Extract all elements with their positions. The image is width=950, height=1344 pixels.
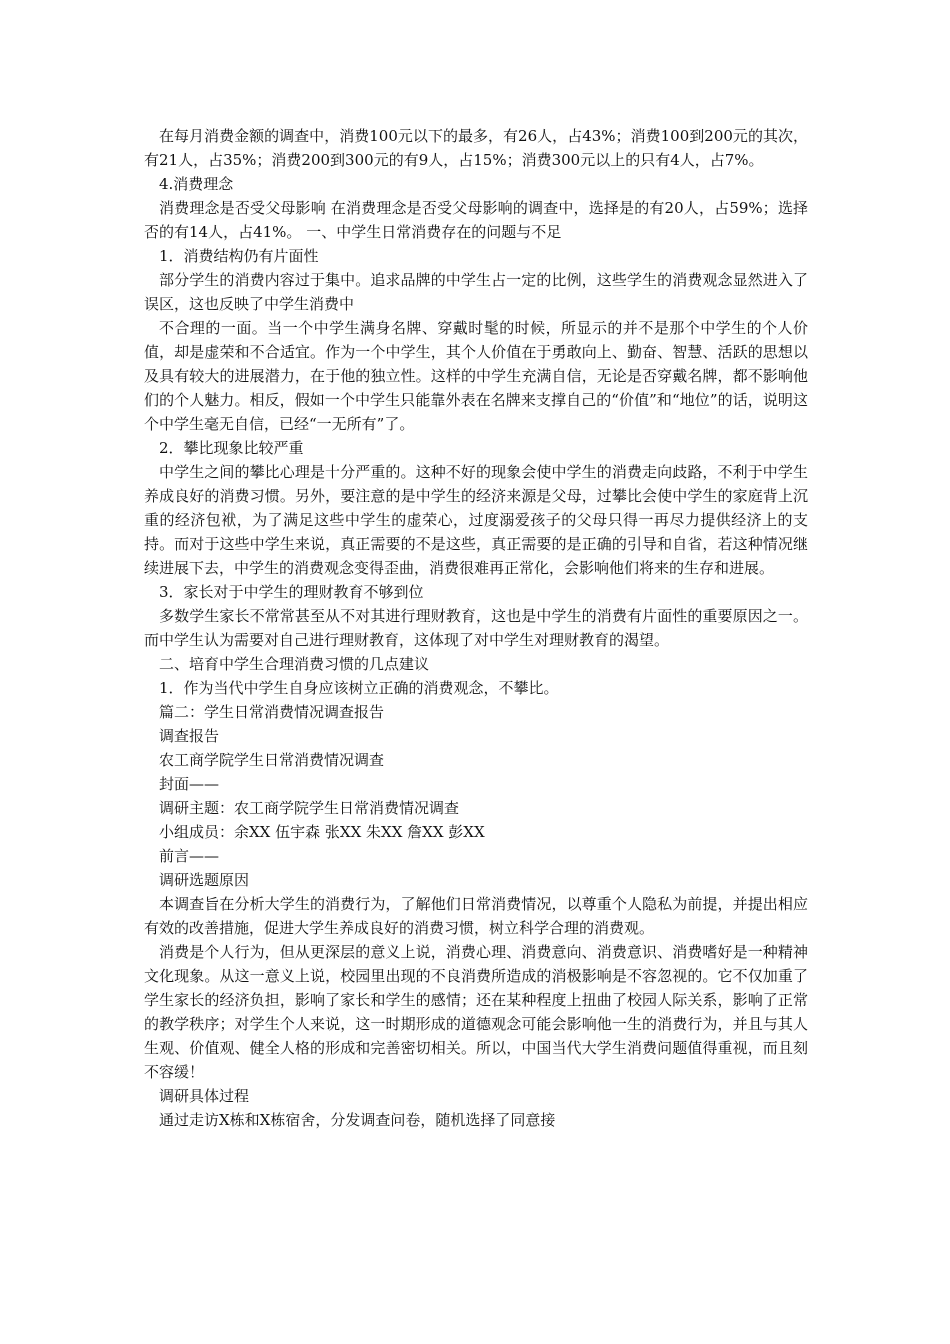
heading-topic-reason: 调研选题原因 — [159, 871, 250, 889]
paragraph-unreasonable-side: 不合理的一面。当一个中学生满身名牌、穿戴时髦的时候，所显示的并不是那个中学生的个人价值，却是虚荣和不合适宜。作为一个中学生，其个人价值在于勇敢向上、勤奋、智慧、活跃的思想以及具有较大的进展潜力，在于他的独立性。这样的中学生充满自信，无论是否穿戴名牌，都不影响他们的个人魅力。相反，假如一个中学生只能靠外表在名牌来支撑自己的“价值”和“地位”的话，说明这个中学生毫无自信，已经“一无所有”了。 — [144, 319, 808, 433]
paragraph-monthly-spending: 在每月消费金额的调查中，消费100元以下的最多，有26人，占43%；消费100到200元的其次，有21人，占35%；消费200到300元的有9人，占15%；消费300元以上的只有4人，占7%。 — [144, 127, 808, 169]
label-preface: 前言—— — [159, 847, 220, 865]
heading-survey-report: 调查报告 — [159, 727, 220, 745]
heading-research-process: 调研具体过程 — [159, 1087, 250, 1105]
heading-consumption-concept: 4.消费理念 — [159, 175, 234, 193]
heading-suggestions: 二、培育中学生合理消费习惯的几点建议 — [159, 655, 430, 673]
label-team-members: 小组成员：余XX 伍宇森 张XX 朱XX 詹XX 彭XX — [159, 823, 485, 841]
paragraph-parent-influence: 消费理念是否受父母影响 在消费理念是否受父母影响的调查中，选择是的有20人，占59%；选择否的有14人，占41%。 一、中学生日常消费存在的问题与不足 — [144, 199, 808, 241]
paragraph-comparison: 中学生之间的攀比心理是十分严重的。这种不好的现象会使中学生的消费走向歧路，不利于中学生养成良好的消费习惯。另外，要注意的是中学生的经济来源是父母，过攀比会使中学生的家庭背上沉重的经济包袱，为了满足这些中学生的虚荣心，过度溺爱孩子的父母只得一再尽力提供经济上的支持。而对于这些中学生来说，真正需要的不是这些，真正需要的是正确的引导和自省，若这种情况继续进展下去，中学生的消费观念变得歪曲，消费很难再正常化，会影响他们将来的生存和进展。 — [144, 463, 808, 577]
paragraph-financial-education: 多数学生家长不常常甚至从不对其进行理财教育，这也是中学生的消费有片面性的重要原因之一。而中学生认为需要对自己进行理财教育，这体现了对中学生对理财教育的渴望。 — [144, 607, 808, 649]
heading-financial-education: 3．家长对于中学生的理财教育不够到位 — [159, 583, 424, 601]
label-cover: 封面—— — [159, 775, 220, 793]
document-body — [144, 124, 808, 1132]
heading-comparison: 2．攀比现象比较严重 — [159, 439, 304, 457]
paragraph-brand-pursuit: 部分学生的消费内容过于集中。追求品牌的中学生占一定的比例，这些学生的消费观念显然进入了误区，这也反映了中学生消费中 — [144, 271, 808, 313]
paragraph-suggestion-one: 1．作为当代中学生自身应该树立正确的消费观念，不攀比。 — [159, 679, 559, 697]
paragraph-consumption-culture: 消费是个人行为，但从更深层的意义上说，消费心理、消费意向、消费意识、消费嗜好是一种精神文化现象。从这一意义上说，校园里出现的不良消费所造成的消极影响是不容忽视的。它不仅加重了学生家长的经济负担，影响了家长和学生的感情；还在某种程度上扭曲了校园人际关系，影响了正常的教学秩序；对学生个人来说，这一时期形成的道德观念可能会影响他一生的消费行为，并且与其人生观、价值观、健全人格的形成和完善密切相关。所以，中国当代大学生消费问题值得重视，而且刻不容缓！ — [144, 943, 808, 1081]
label-research-topic: 调研主题：农工商学院学生日常消费情况调查 — [159, 799, 460, 817]
paragraph-research-process: 通过走访X栋和X栋宿舍，分发调查问卷，随机选择了同意接 — [159, 1111, 556, 1129]
heading-structure-one-sided: 1．消费结构仍有片面性 — [159, 247, 319, 265]
heading-part-two: 篇二：学生日常消费情况调查报告 — [159, 703, 385, 721]
paragraph-survey-purpose: 本调查旨在分析大学生的消费行为，了解他们日常消费情况，以尊重个人隐私为前提，并提出相应有效的改善措施，促进大学生养成良好的消费习惯，树立科学合理的消费观。 — [144, 895, 808, 937]
heading-survey-title: 农工商学院学生日常消费情况调查 — [159, 751, 385, 769]
